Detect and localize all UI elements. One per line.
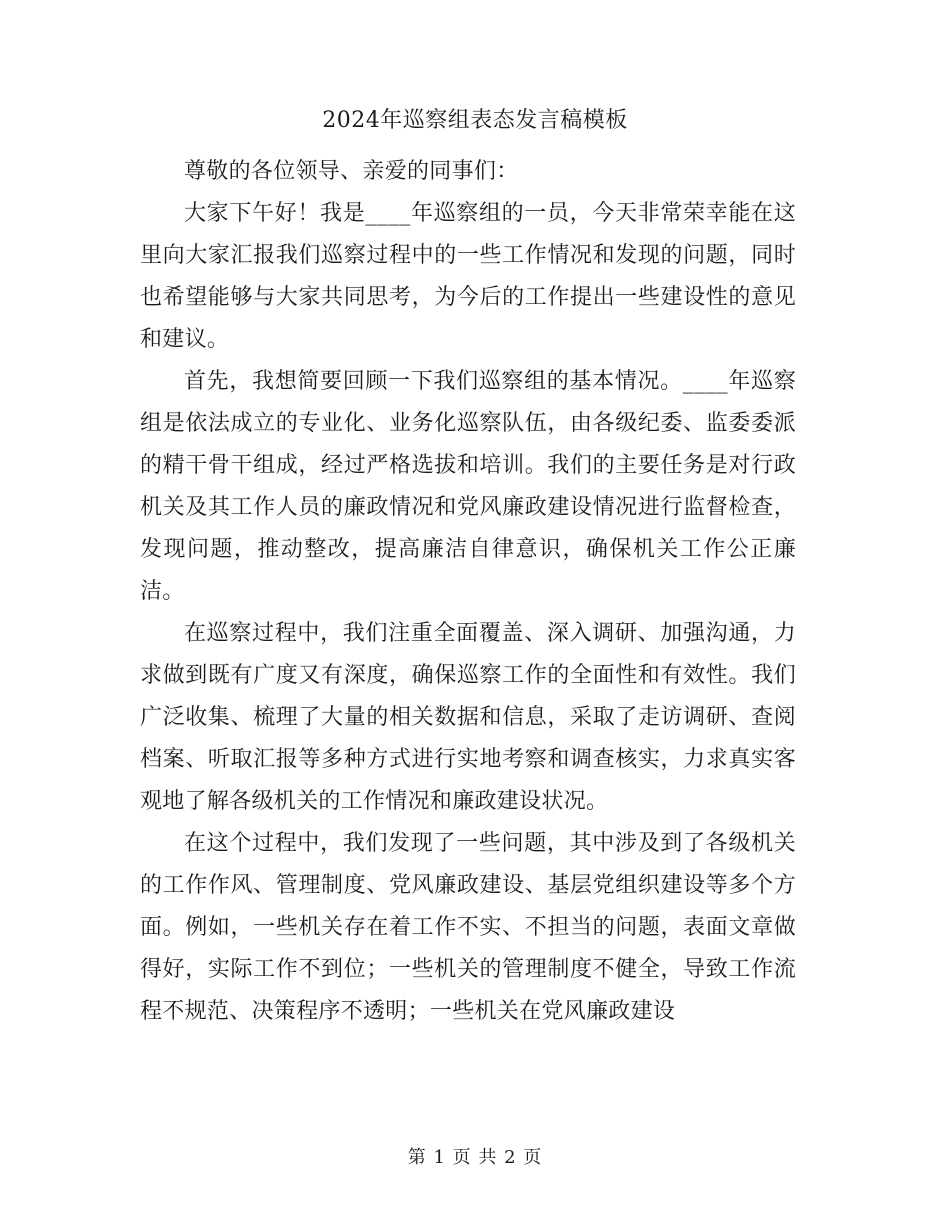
process-paragraph: 在巡察过程中，我们注重全面覆盖、深入调研、加强沟通，力求做到既有广度又有深度，确保巡察工作的全面性和有效性。我们广泛收集、梳理了大量的相关数据和信息，采取了走访调研、查阅档案、听取汇报等多种方式进行实地考察和调查核实，力求真实客观地了解各级机关的工作情况和廉政建设状况。 [140, 621, 796, 814]
document-title: 2024年巡察组表态发言稿模板 [322, 108, 628, 133]
overview-paragraph: 首先，我想简要回顾一下我们巡察组的基本情况。____年巡察组是依法成立的专业化、业务化巡察队伍，由各级纪委、监委委派的精干骨干组成，经过严格选拔和培训。我们的主要任务是对行政机关及其工作人员的廉政情况和党风廉政建设情况进行监督检查，发现问题，推动整改，提高廉洁自律意识，确保机关工作公正廉洁。 [140, 369, 796, 604]
page-number-footer: 第 1 页 共 2 页 [407, 1147, 543, 1168]
greeting-paragraph: 尊敬的各位领导、亲爱的同事们： [184, 159, 519, 184]
findings-paragraph: 在这个过程中，我们发现了一些问题，其中涉及到了各级机关的工作作风、管理制度、党风廉政建设、基层党组织建设等多个方面。例如，一些机关存在着工作不实、不担当的问题，表面文章做得好，实际工作不到位；一些机关的管理制度不健全，导致工作流程不规范、决策程序不透明；一些机关在党风廉政建设 [140, 831, 796, 1024]
document-body [140, 151, 796, 1033]
intro-paragraph: 大家下午好！我是____年巡察组的一员，今天非常荣幸能在这里向大家汇报我们巡察过程中的一些工作情况和发现的问题，同时也希望能够与大家共同思考，为今后的工作提出一些建设性的意见和建议。 [140, 201, 796, 352]
